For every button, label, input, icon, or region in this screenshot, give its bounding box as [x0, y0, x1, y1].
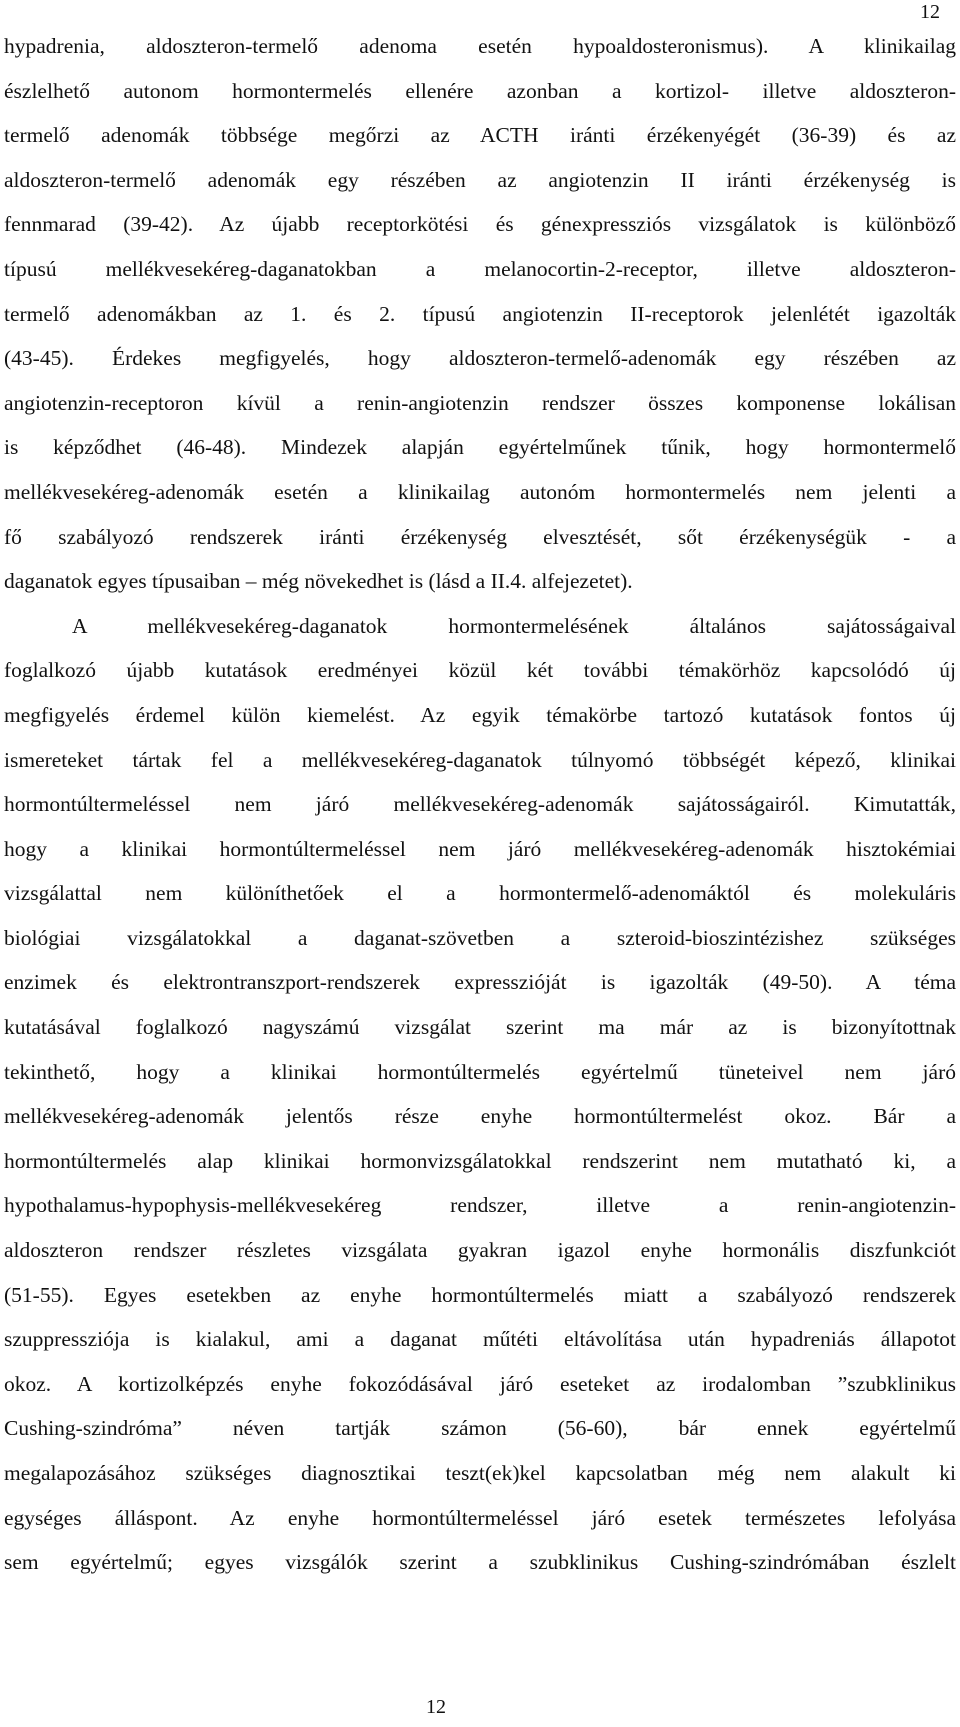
- text-line: mellékvesekéreg-adenomák jelentős része enyhe hormontúltermelést okoz. Bár a: [4, 1104, 956, 1129]
- text-line: hypadrenia, aldoszteron-termelő adenoma esetén hypoaldosteronismus). A klinikailag: [4, 34, 956, 58]
- text-line: termelő adenomák többsége megőrzi az ACTH iránti érzékenyégét (36-39) és az: [4, 123, 956, 148]
- text-line: fő szabályozó rendszerek iránti érzékenység elvesztését, sőt érzékenységük - a: [4, 524, 956, 549]
- text-line: termelő adenomákban az 1. és 2. típusú angiotenzin II-receptorok jelenlétét igazolták: [4, 301, 956, 326]
- text-line: (51-55). Egyes esetekben az enyhe hormontúltermelés miatt a szabályozó rendszerek: [4, 1282, 956, 1307]
- text-line: sem egyértelmű; egyes vizsgálók szerint a szubklinikus Cushing-szindrómában észlelt: [4, 1550, 956, 1575]
- text-line: Cushing-szindróma” néven tartják számon (56-60), bár ennek egyértelmű: [4, 1416, 956, 1441]
- text-line: mellékvesekéreg-adenomák esetén a klinikailag autonóm hormontermelés nem jelenti a: [4, 479, 956, 504]
- text-line: megfigyelés érdemel külön kiemelést. Az egyik témakörbe tartozó kutatások fontos új: [4, 702, 956, 727]
- text-line: okoz. A kortizolképzés enyhe fokozódásával járó eseteket az irodalomban ”szubklinikus: [4, 1371, 956, 1396]
- text-line: vizsgálattal nem különíthetőek el a hormontermelő-adenomáktól és molekuláris: [4, 881, 956, 906]
- body-text: [4, 24, 956, 1585]
- text-line-paragraph-end: daganatok egyes típusaiban – még növekedhet is (lásd a II.4. alfejezetet).: [4, 569, 633, 594]
- text-line-paragraph-start: A mellékvesekéreg-daganatok hormontermelésének általános sajátosságaival: [72, 613, 956, 638]
- text-line: hogy a klinikai hormontúltermeléssel nem járó mellékvesekéreg-adenomák hisztokémiai: [4, 836, 956, 861]
- text-line: szuppressziója is kialakul, ami a daganat műtéti eltávolítása után hypadreniás állapotot: [4, 1327, 956, 1352]
- text-line: (43-45). Érdekes megfigyelés, hogy aldoszteron-termelő-adenomák egy részében az: [4, 346, 956, 371]
- text-line: ismereteket tártak fel a mellékvesekéreg-daganatok túlnyomó többségét képező, klinikai: [4, 747, 956, 772]
- text-line: aldoszteron rendszer részletes vizsgálata gyakran igazol enyhe hormonális diszfunkciót: [4, 1238, 956, 1263]
- text-line: foglalkozó újabb kutatások eredményei közül két további témakörhöz kapcsolódó új: [4, 658, 956, 683]
- page-number-bottom: 12: [426, 1696, 446, 1718]
- text-line: enzimek és elektrontranszport-rendszerek expresszióját is igazolták (49-50). A téma: [4, 970, 956, 995]
- page-number-top: 12: [920, 1, 940, 23]
- text-line: is képződhet (46-48). Mindezek alapján egyértelműnek tűnik, hogy hormontermelő: [4, 435, 956, 460]
- text-line: biológiai vizsgálatokkal a daganat-szövetben a szteroid-bioszintézishez szükséges: [4, 925, 956, 950]
- text-line: egységes álláspont. Az enyhe hormontúltermeléssel járó esetek természetes lefolyása: [4, 1505, 956, 1530]
- text-line: típusú mellékvesekéreg-daganatokban a melanocortin-2-receptor, illetve aldoszteron-: [4, 256, 956, 281]
- text-line: aldoszteron-termelő adenomák egy részében az angiotenzin II iránti érzékenység is: [4, 167, 956, 192]
- text-line: tekinthető, hogy a klinikai hormontúltermelés egyértelmű tüneteivel nem járó: [4, 1059, 956, 1084]
- text-line: angiotenzin-receptoron kívül a renin-angiotenzin rendszer összes komponense lokálisan: [4, 390, 956, 415]
- text-line: kutatásával foglalkozó nagyszámú vizsgálat szerint ma már az is bizonyítottnak: [4, 1015, 956, 1040]
- text-line: hypothalamus-hypophysis-mellékvesekéreg rendszer, illetve a renin-angiotenzin-: [4, 1193, 956, 1218]
- text-line: észlelhető autonom hormontermelés ellenére azonban a kortizol- illetve aldoszteron-: [4, 78, 956, 103]
- text-line: hormontúltermelés alap klinikai hormonvizsgálatokkal rendszerint nem mutatható ki, a: [4, 1148, 956, 1173]
- text-line: fennmarad (39-42). Az újabb receptorkötési és génexpressziós vizsgálatok is különböző: [4, 212, 956, 237]
- text-line: hormontúltermeléssel nem járó mellékvesekéreg-adenomák sajátosságairól. Kimutatták,: [4, 792, 956, 817]
- text-line: megalapozásához szükséges diagnosztikai teszt(ek)kel kapcsolatban még nem alakult ki: [4, 1461, 956, 1485]
